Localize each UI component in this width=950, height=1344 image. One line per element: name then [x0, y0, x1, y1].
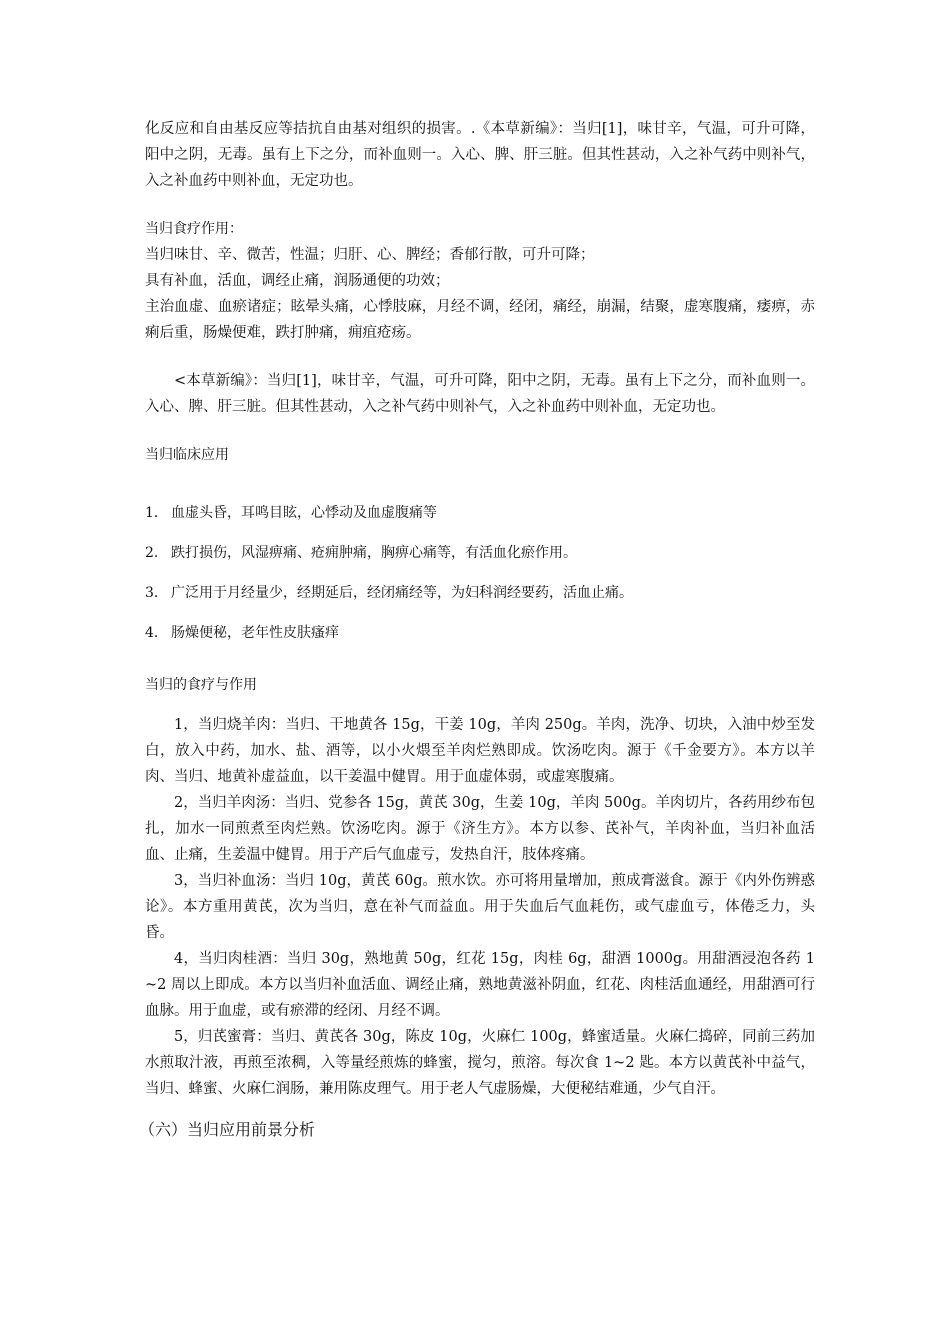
clinical-item [145, 500, 815, 526]
section-title: （六）当归应用前景分析 [139, 1120, 316, 1139]
clinical-item [145, 620, 815, 646]
clinical-item-number: 1． [145, 505, 168, 521]
spacer [145, 194, 815, 216]
clinical-item-number: 2． [145, 545, 168, 561]
diet-line-taste: 当归味甘、辛、微苦，性温；归肝、心、脾经；香郁行散，可升可降； [145, 247, 595, 263]
clinical-item-number: 3． [145, 585, 168, 601]
clinical-item [145, 580, 815, 606]
recipe-item: 2，当归羊肉汤：当归、党参各 15g，黄芪 30g，生姜 10g，羊肉 500g。羊肉切片，各药用纱布包扎，加水一同煎煮至肉烂熟。饮汤吃肉。源于《济生方》。本方以参、芪补气，羊肉补血，当归补血活血、止痛，生姜温中健胃。用于产后气血虚亏，发热自汗，肢体疼痛。 [145, 795, 815, 863]
clinical-item-text: 广泛用于月经量少，经期延后，经闭痛经等，为妇科润经要药，活血止痛。 [171, 585, 633, 601]
clinical-item [145, 540, 815, 566]
intro-paragraph: 化反应和自由基反应等拮抗自由基对组织的损害。.《本草新编》：当归[1]，味甘辛，气温，可升可降，阳中之阴，无毒。虽有上下之分，而补血则一。入心、脾、肝三脏。但其性甚动，入之补气药中则补气，入之补血药中则补血，无定功也。 [145, 121, 815, 189]
diet-line-indications: 主治血虚、血瘀诸症；眩晕头痛，心悸肢麻，月经不调，经闭，痛经，崩漏，结聚，虚寒腹痛，痿痹，赤痢后重，肠燥便难，跌打肿痛，痈疽疮疡。 [145, 299, 815, 341]
diet-heading: 当归食疗作用： [145, 221, 243, 237]
clinical-item-text: 肠燥便秘，老年性皮肤瘙痒 [171, 625, 339, 641]
spacer [145, 698, 815, 712]
spacer [145, 660, 815, 672]
recipe-item: 5，归芪蜜膏：当归、黄芪各 30g，陈皮 10g，火麻仁 100g，蜂蜜适量。火麻仁捣碎，同前三药加水煎取汁液，再煎至浓稠，入等量经煎炼的蜂蜜，搅匀，煎溶。每次食 1~2 匙。本方以黄芪补中益气，当归、蜂蜜、火麻仁润肠，兼用陈皮理气。用于老人气虚肠燥，大便秘结难通，少气自汗。 [145, 1029, 815, 1097]
bencao-quote: <本草新编》：当归[1]，味甘辛，气温，可升可降，阳中之阴，无毒。虽有上下之分，而补血则一。入心、脾、肝三脏。但其性甚动，入之补气药中则补气，入之补血药中则补血，无定功也。 [145, 373, 815, 415]
spacer [145, 420, 815, 442]
recipes-list [145, 712, 815, 1102]
spacer [145, 346, 815, 368]
recipe-item: 4，当归肉桂酒：当归 30g，熟地黄 50g，红花 15g，肉桂 6g，甜酒 1000g。用甜酒浸泡各药 1~2 周以上即成。本方以当归补血活血、调经止痛，熟地黄滋补阴血，红花、肉桂活血通经，用甜酒可行血脉。用于血虚，或有瘀滞的经闭、月经不调。 [145, 951, 815, 1019]
spacer [145, 1102, 815, 1116]
recipes-heading: 当归的食疗与作用 [145, 677, 257, 693]
spacer [145, 468, 815, 500]
diet-section [145, 216, 815, 346]
clinical-list [145, 500, 815, 646]
recipe-item: 1，当归烧羊肉：当归、干地黄各 15g，干姜 10g，羊肉 250g。羊肉，洗净、切块，入油中炒至发白，放入中药，加水、盐、酒等，以小火煨至羊肉烂熟即成。饮汤吃肉。源于《千金要方》。本方以羊肉、当归、地黄补虚益血，以干姜温中健胃。用于血虚体弱，或虚寒腹痛。 [145, 717, 815, 785]
diet-line-effects: 具有补血，活血，调经止痛，润肠通便的功效； [145, 273, 450, 289]
clinical-item-text: 血虚头昏，耳鸣目眩，心悸动及血虚腹痛等 [171, 505, 437, 521]
recipe-item: 3，当归补血汤：当归 10g，黄芪 60g。煎水饮。亦可将用量增加，煎成膏滋食。源于《内外伤辨惑论》。本方重用黄芪，次为当归，意在补气而益血。用于失血后气血耗伤，或气虚血亏，体倦乏力，头昏。 [145, 873, 815, 941]
clinical-item-text: 跌打损伤，风湿痹痛、疮痈肿痛，胸痹心痛等，有活血化瘀作用。 [171, 545, 577, 561]
clinical-heading: 当归临床应用 [145, 447, 229, 463]
document-page [139, 116, 815, 1144]
clinical-item-number: 4． [145, 625, 168, 641]
